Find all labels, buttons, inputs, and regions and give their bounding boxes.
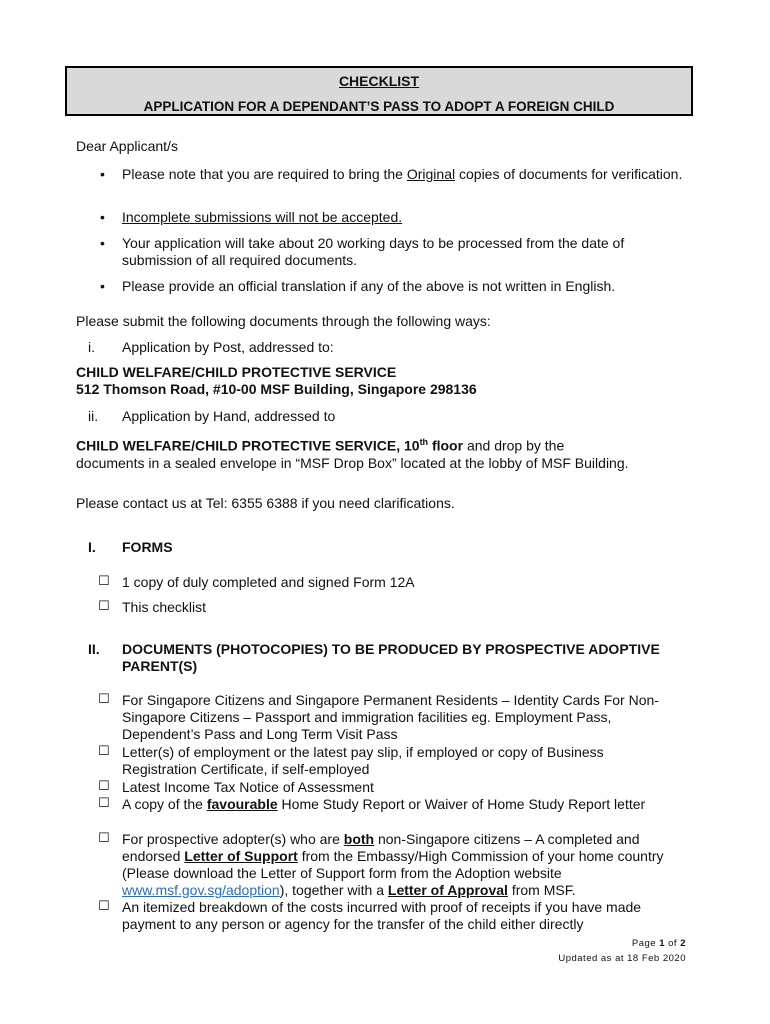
section2-title: DOCUMENTS (PHOTOCOPIES) TO BE PRODUCED BY PROSPECTIVE ADOPTIVE PARENT(S) [122,641,660,674]
application-title: APPLICATION FOR A DEPENDANT’S PASS TO ADOPT A FOREIGN CHILD [143,99,615,114]
item-text: A copy of the [122,796,207,812]
original-underlined: Original [406,166,456,182]
item-text: from MSF. [507,882,576,898]
doc-item-home-study [122,796,682,813]
checklist-title: CHECKLIST [338,73,420,89]
floor-superscript: th [419,437,429,447]
updated-date: Updated as at 18 Feb 2020 [558,953,686,964]
greeting: Dear Applicant/s [76,138,178,154]
checkbox-icon[interactable]: ☐ [98,744,110,759]
bullet-text: copies of documents for verification. [455,166,683,182]
checkbox-icon[interactable]: ☐ [98,779,110,794]
hand-address-bold: CHILD WELFARE/CHILD PROTECTIVE SERVICE, 10 [76,437,420,454]
doc-item-cost-breakdown: An itemized breakdown of the costs incurred with proof of receipts if you have made payment to any person or agency for the transfer of the child either directly [122,899,642,932]
section1-title: FORMS [122,539,173,555]
checkbox-icon[interactable]: ☐ [98,692,110,707]
item-text: Home Study Report or Waiver of Home Study Report letter [277,796,646,812]
bullet-icon: • [100,166,105,182]
bullet-icon: • [100,278,105,294]
bullet-original-copies [122,166,692,183]
checkbox-icon[interactable]: ☐ [98,831,110,846]
current-page: 1 [659,938,665,949]
letter-of-support-emphasis: Letter of Support [184,848,298,864]
total-pages: 2 [680,938,686,949]
bullet-translation: Please provide an official translation if any of the above is not written in English. [122,278,616,294]
doc-item-tax: Latest Income Tax Notice of Assessment [122,779,374,795]
page-of: of [665,938,681,949]
doc-item-identity: For Singapore Citizens and Singapore Permanent Residents – Identity Cards For Non-Singapore Citizens – Passport and immigration facilities eg. Employment Pass, Dependent’s Pass and Long Term Visit Pass [122,692,659,742]
page-number [632,938,686,949]
post-address-line2: 512 Thomson Road, #10-00 MSF Building, Singapore 298136 [76,381,477,397]
bullet-text: Please note that you are required to bring the [122,166,407,182]
item-text: from the Embassy/High Commission of your home country (Please download the Letter of Support form from the Adoption website [122,848,664,881]
item-text: ), together with a [279,882,388,898]
checkbox-icon[interactable]: ☐ [98,574,110,589]
section1-number: I. [88,539,96,555]
page-label: Page [631,938,660,949]
bullet-processing-time: Your application will take about 20 working days to be processed from the date of submission of all required documents. [122,235,625,268]
form-item-checklist: This checklist [122,599,207,615]
favourable-emphasis: favourable [206,796,278,812]
form-item-12a: 1 copy of duly completed and signed Form 12A [122,574,415,590]
floor-word: floor [428,437,464,454]
bullet-incomplete: Incomplete submissions will not be accepted. [122,209,403,225]
roman-i: i. [88,339,95,355]
adoption-website-link[interactable]: www.msf.gov.sg/adoption [122,882,280,898]
doc-item-employment: Letter(s) of employment or the latest pay slip, if employed or copy of Business Registration Certificate, if self-employed [122,744,604,777]
item-text: non-Singapore citizens – A completed and endorsed [122,831,640,864]
both-emphasis: both [343,831,375,847]
bullet-icon: • [100,235,105,251]
checkbox-icon[interactable]: ☐ [98,796,110,811]
hand-method: Application by Hand, addressed to [122,408,336,424]
bullet-icon: • [100,209,105,225]
roman-ii: ii. [88,408,99,424]
post-method: Application by Post, addressed to: [122,339,334,355]
doc-item-letter-of-support [122,831,682,899]
submit-intro: Please submit the following documents through the following ways: [76,313,491,329]
contact-line: Please contact us at Tel: 6355 6388 if you need clarifications. [76,495,455,511]
hand-address-rest: and drop by the documents in a sealed envelope in “MSF Drop Box” located at the lobby of MSF Building. [76,437,629,471]
post-address-line1: CHILD WELFARE/CHILD PROTECTIVE SERVICE [76,364,397,380]
header-box [65,66,693,116]
checkbox-icon[interactable]: ☐ [98,899,110,914]
item-text: For prospective adopter(s) who are [122,831,344,847]
hand-address [76,434,636,472]
letter-of-approval-emphasis: Letter of Approval [387,882,508,898]
checkbox-icon[interactable]: ☐ [98,599,110,614]
section2-number: II. [88,641,100,657]
